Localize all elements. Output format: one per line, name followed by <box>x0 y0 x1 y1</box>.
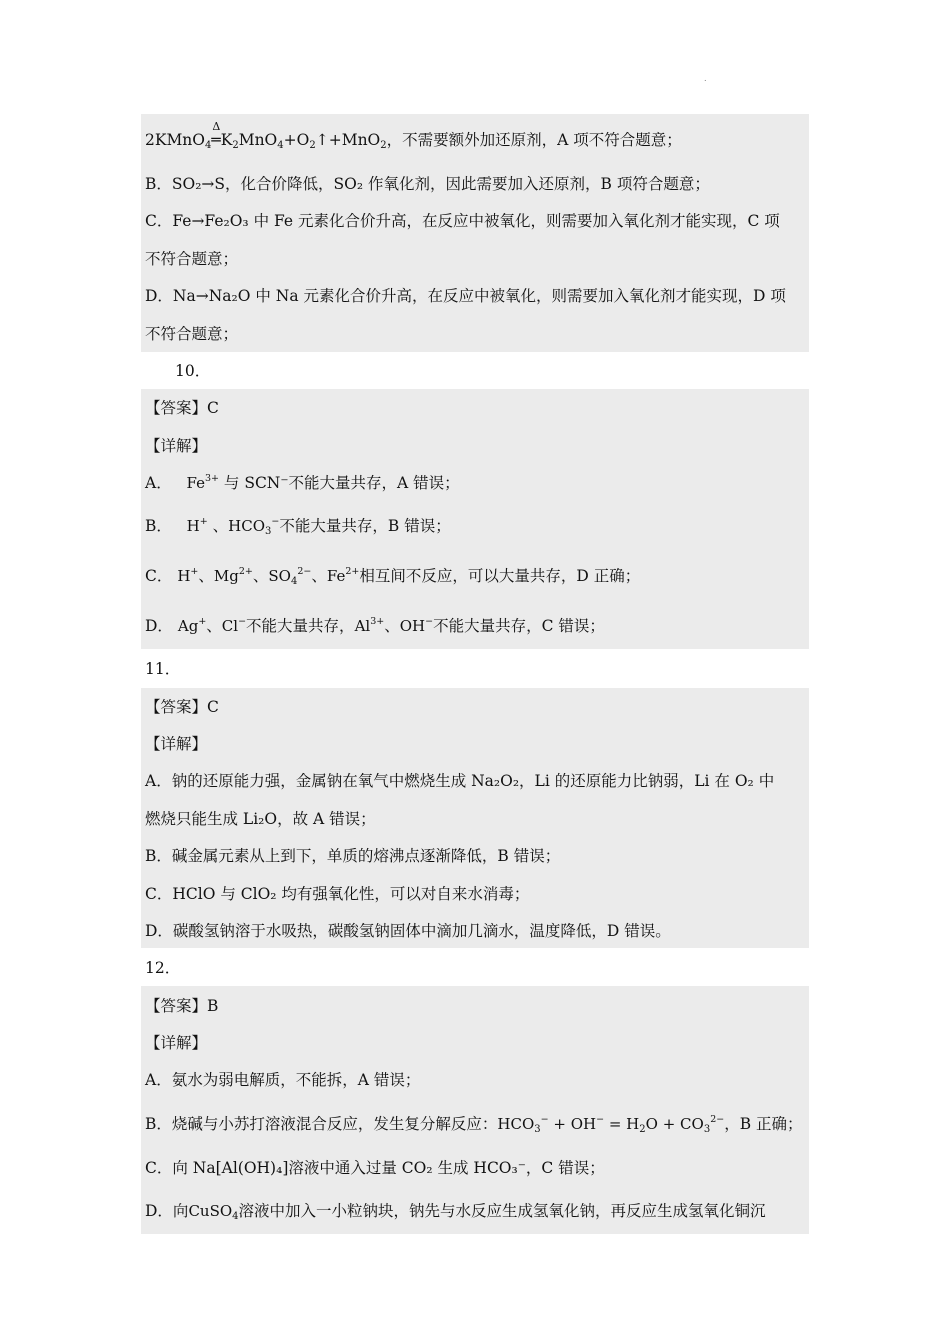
question-number-10: 10． <box>175 362 211 380</box>
detail-label: 【详解】 <box>145 437 208 455</box>
answer-block-12 <box>141 986 809 1234</box>
delta-symbol: Δ <box>212 120 221 133</box>
detail-label: 【详解】 <box>145 1034 208 1052</box>
q11-option-a-2: 燃烧只能生成 Li₂O，故 A 错误； <box>145 810 376 828</box>
q12-option-d: D．向CuSO$_4$溶液中加入一小粒钠块，钠先与水反应生成氢氧化钠，再反应生成氢氧化铜沉 <box>145 1202 766 1222</box>
q11-option-a-1: A．钠的还原能力强，金属钠在氧气中燃烧生成 Na₂O₂，Li 的还原能力比钠弱，Li 在 O₂ 中 <box>145 772 775 790</box>
detail-label: 【详解】 <box>145 735 208 753</box>
q11-option-c: C．HClO 与 ClO₂ 均有强氧化性，可以对自来水消毒； <box>145 885 530 903</box>
option-b-text: B．SO₂→S，化合价降低，SO₂ 作氧化剂，因此需要加入还原剂，B 项符合题意； <box>145 175 710 193</box>
option-c-text-1: C．Fe→Fe₂O₃ 中 Fe 元素化合价升高，在反应中被氧化，则需要加入氧化剂才能实现，C 项 <box>145 212 780 230</box>
answer-label: 【答案】C <box>145 698 219 716</box>
q10-option-d: D． Ag+、Cl−不能大量共存，$Al^{3+}$、OH−不能大量共存，C 错误； <box>145 616 605 635</box>
question-number-12: 12． <box>145 959 181 977</box>
q12-option-a: A．氨水为弱电解质，不能拆，A 错误； <box>145 1071 421 1089</box>
option-c-text-2: 不符合题意； <box>145 250 239 268</box>
q10-option-b: B． H+ 、$HCO_3^-$不能大量共存，B 错误； <box>145 516 451 537</box>
q10-option-a: A． $Fe^{3+}$ 与 SCN⁻不能大量共存，A 错误； <box>145 473 460 492</box>
q12-option-b: B．烧碱与小苏打溶液混合反应，发生复分解反应：$HCO_3^- + OH^- = H_2O + CO_3^{2-}$，B 正确； <box>145 1114 803 1135</box>
page-mark: . <box>704 74 707 83</box>
q11-option-d: D．碳酸氢钠溶于水吸热，碳酸氢钠固体中滴加几滴水，温度降低，D 错误。 <box>145 922 671 940</box>
q10-option-c: C． H+、$Mg^{2+}$、$SO_4^{2-}$、$Fe^{2+}$相互间不反应，可以大量共存，D 正确； <box>145 566 641 587</box>
question-number-11: 11． <box>145 660 181 678</box>
option-d-text-2: 不符合题意； <box>145 325 239 343</box>
option-d-text-1: D．Na→Na₂O 中 Na 元素化合价升高，在反应中被氧化，则需要加入氧化剂才能实现，D 项 <box>145 287 786 305</box>
q12-option-c: C．向 Na[Al(OH)₄]溶液中通入过量 CO₂ 生成 HCO₃⁻，C 错误； <box>145 1159 605 1177</box>
answer-label: 【答案】B <box>145 997 219 1015</box>
q11-option-b: B．碱金属元素从上到下，单质的熔沸点逐渐降低，B 错误； <box>145 847 561 865</box>
equation-line: 2KMnO$_4$ Δ $═K_2MnO_4+O_2↑+MnO_2$，不需要额外加还原剂，A 项不符合题意； <box>145 129 682 151</box>
answer-label: 【答案】C <box>145 399 219 417</box>
